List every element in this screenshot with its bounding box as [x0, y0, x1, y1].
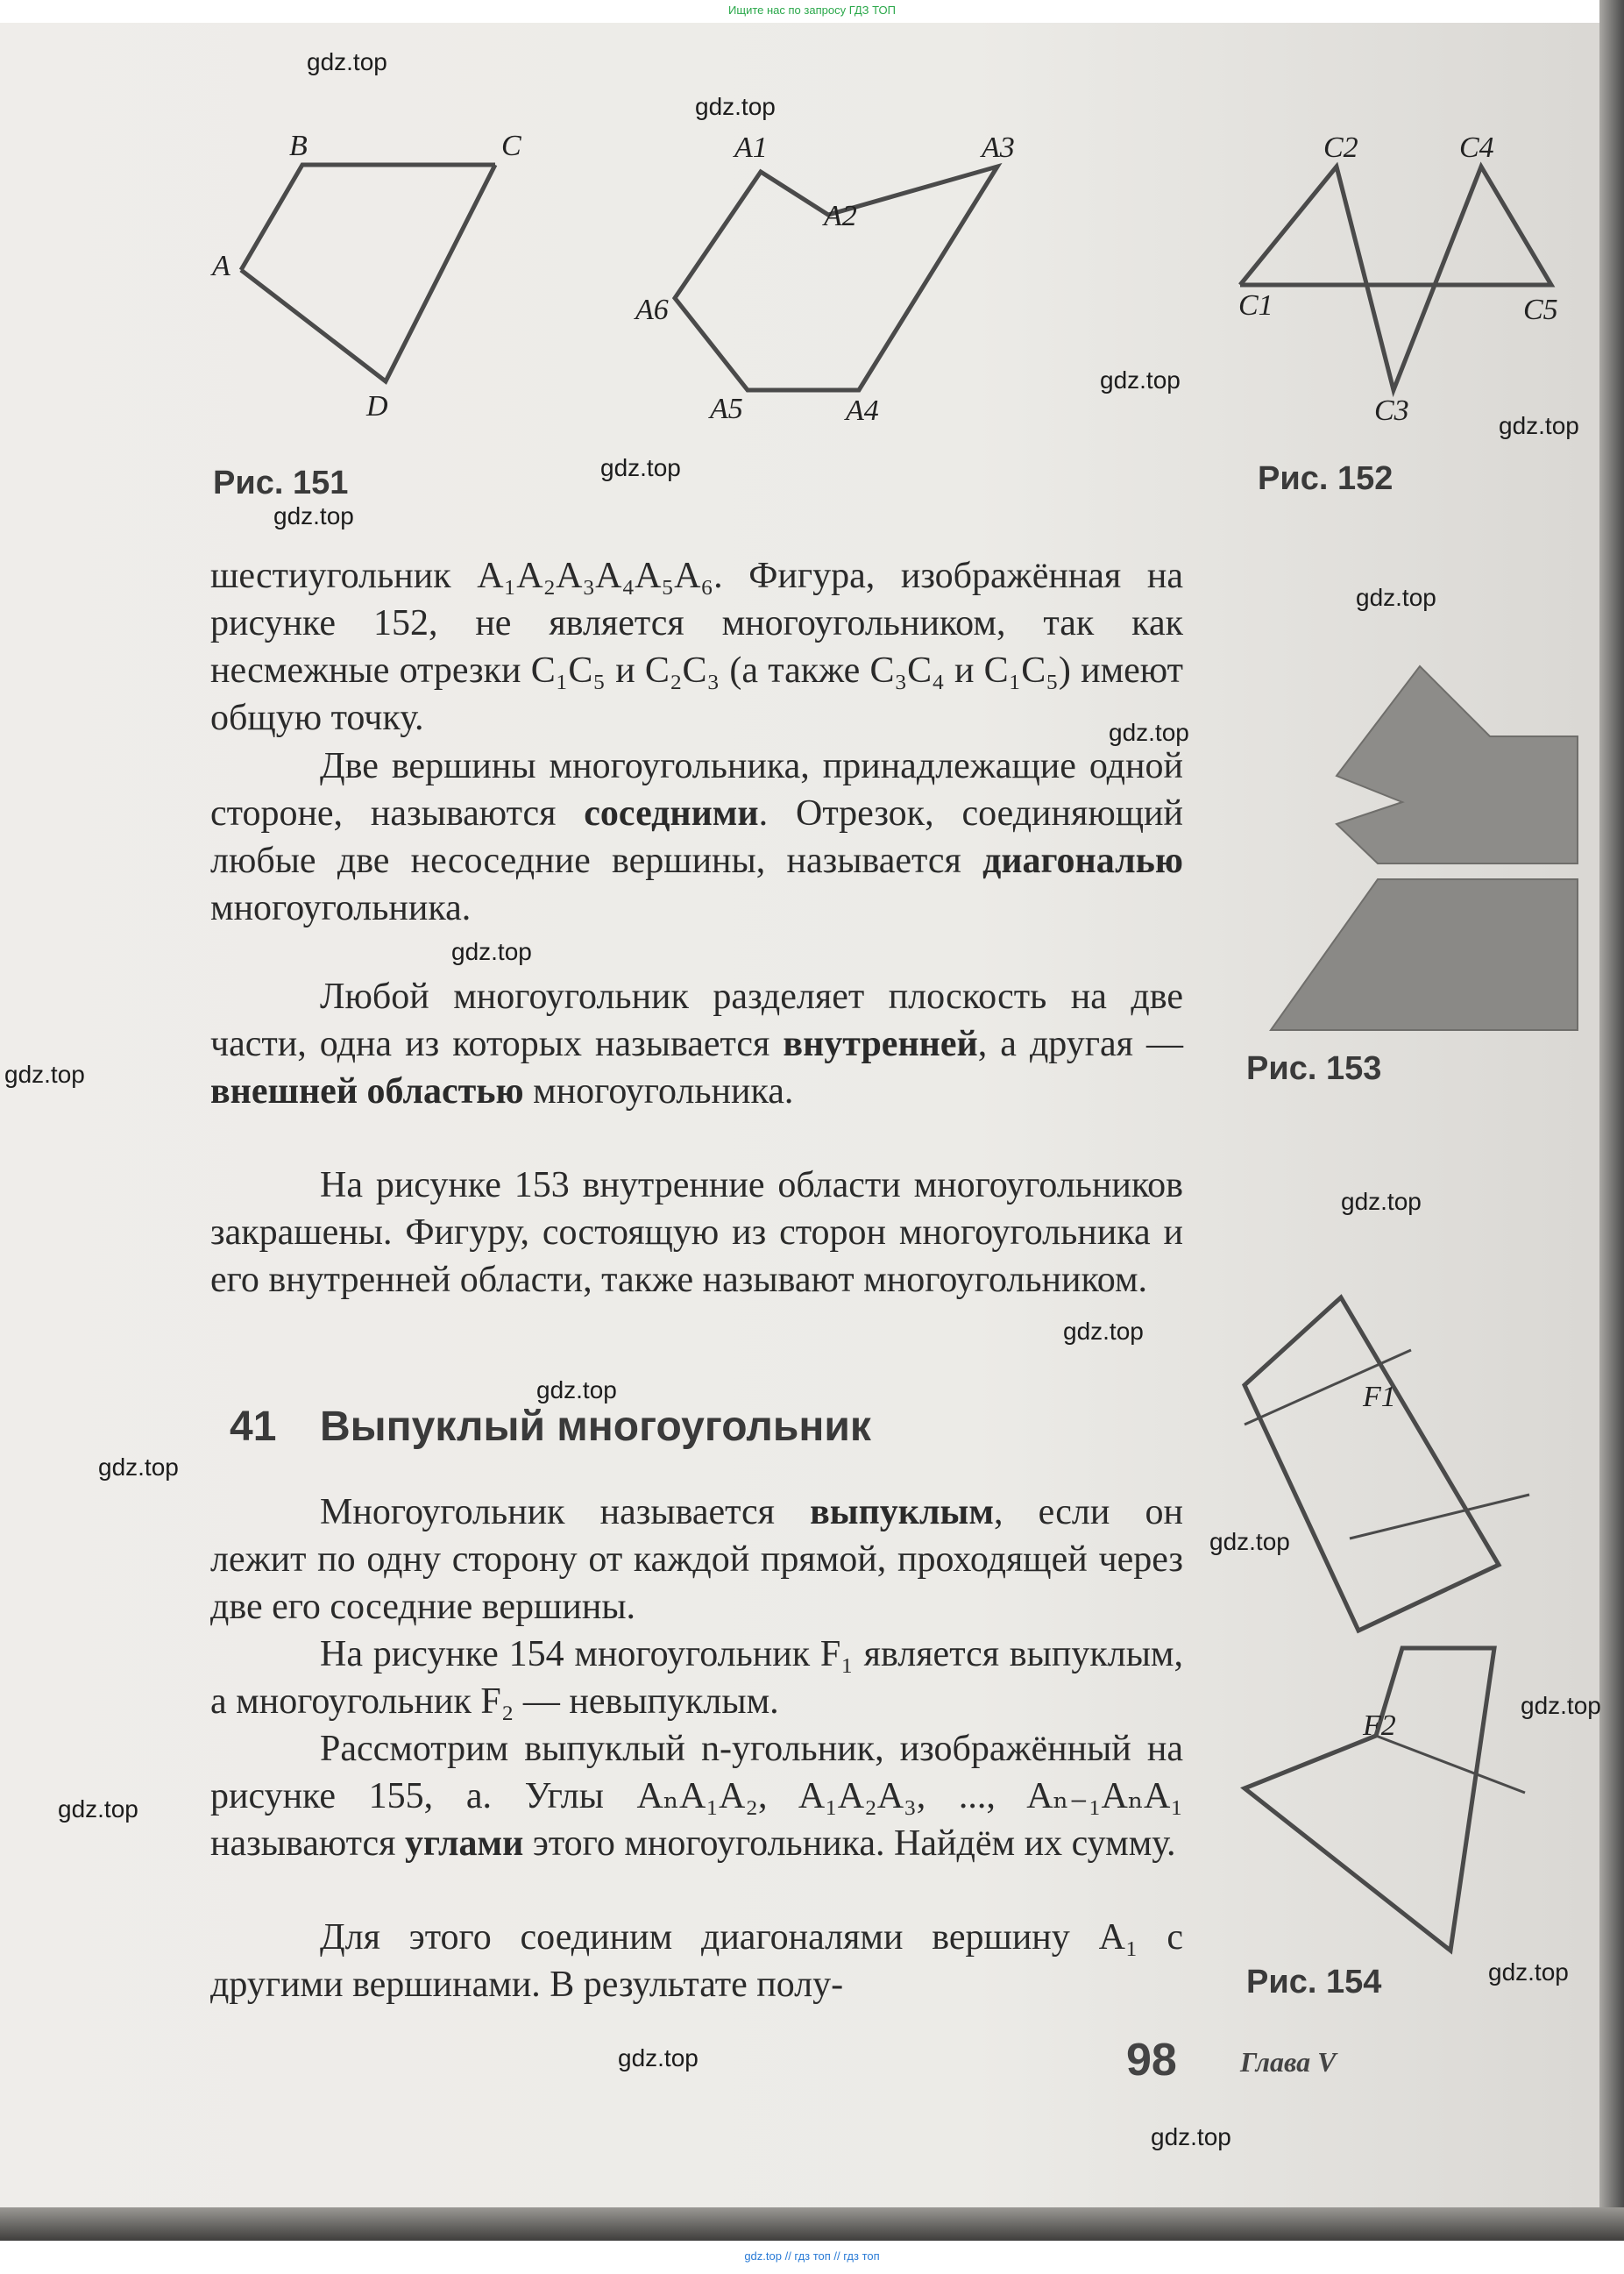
vertex-label: C5 — [1523, 294, 1558, 326]
vertex-label: A3 — [982, 131, 1015, 164]
term-adjacent: соседними — [584, 793, 759, 834]
vertex-label: C — [501, 130, 521, 162]
text: Рассмотрим выпуклый n-угольник, изображённый на рисунке 155, а. Углы AₙA₁A₂, A₁A₂A₃, ..., Aₙ₋₁AₙA₁ называются — [210, 1729, 1183, 1864]
watermark: gdz.top — [536, 1376, 617, 1403]
watermark: gdz.top — [451, 938, 532, 965]
paragraph-1: шестиугольник A₁A₂A₃A₄A₅A₆. Фигура, изображённая на рисунке 152, не является многоугольником, так как несмежные отрезки C₁C₅ и C₂C₃ (а также C₃C₄ и C₁C₅) имеют общую точку. — [210, 556, 1183, 738]
vertex-label: F2 — [1363, 1709, 1396, 1742]
watermark: gdz.top — [307, 48, 387, 75]
paragraph-5 — [210, 1489, 1183, 1631]
header-note[interactable]: Ищите нас по запросу ГДЗ ТОП — [728, 4, 896, 17]
term-inner: внутренней — [783, 1024, 978, 1064]
watermark: gdz.top — [1209, 1528, 1290, 1555]
paragraph-8: Для этого соединим диагоналями вершину A₁ с другими вершинами. В результате полу- — [210, 1917, 1183, 2005]
term-convex: выпуклым — [810, 1492, 994, 1532]
watermark: gdz.top — [1356, 584, 1436, 611]
watermark: gdz.top — [1151, 2123, 1231, 2150]
page-number: 98 — [1126, 2035, 1177, 2086]
vertex-label: A2 — [824, 200, 857, 232]
text: Две вершины многоугольника, принадлежащие одной стороне, называются — [210, 746, 1183, 834]
watermark: gdz.top — [1499, 412, 1579, 439]
text: . Отрезок, соединяющий любые две несоседние вершины, называется — [210, 793, 1183, 881]
vertex-label: F1 — [1363, 1381, 1396, 1413]
vertex-label: B — [289, 130, 308, 162]
vertex-label: C2 — [1323, 131, 1358, 164]
watermark: gdz.top — [695, 93, 776, 120]
paragraph-3 — [210, 973, 1183, 1115]
term-angles: углами — [405, 1823, 524, 1864]
text: многоугольника. — [210, 888, 472, 928]
text: Любой многоугольник разделяет плоскость на две части, одна из которых называется — [210, 977, 1183, 1064]
vertex-label: C4 — [1459, 131, 1494, 164]
paragraph-2 — [210, 743, 1183, 932]
vertex-label: A6 — [635, 294, 669, 326]
section-title: Выпуклый многоугольник — [320, 1403, 871, 1450]
text: этого многоугольника. Найдём их сумму. — [523, 1823, 1176, 1864]
text: , если он лежит по одну сторону от каждой прямой, проходящей через две его соседние вершины. — [210, 1492, 1183, 1627]
term-outer: внешней областью — [210, 1071, 524, 1112]
watermark: gdz.top — [1341, 1188, 1422, 1215]
figure-caption: Рис. 151 — [213, 465, 349, 501]
paragraph-4: На рисунке 153 внутренние области многоугольников закрашены. Фигуру, состоящую из сторон многоугольника и его внутренней области, также называют многоугольником. — [210, 1165, 1183, 1300]
figure-caption: Рис. 152 — [1258, 460, 1394, 497]
paragraph-6: На рисунке 154 многоугольник F₁ является выпуклым, а многоугольник F₂ — невыпуклым. — [210, 1634, 1183, 1722]
watermark: gdz.top — [600, 454, 681, 481]
vertex-label: A — [212, 250, 230, 282]
vertex-label: C3 — [1374, 394, 1409, 427]
text: Многоугольник называется — [320, 1492, 811, 1532]
watermark: gdz.top — [273, 502, 354, 529]
term-diagonal: диагональю — [982, 841, 1183, 881]
figure-caption: Рис. 154 — [1246, 1964, 1382, 2000]
footer-note[interactable]: gdz.top // гдз топ // гдз топ — [744, 2249, 880, 2263]
watermark: gdz.top — [1521, 1692, 1601, 1719]
watermark: gdz.top — [1488, 1958, 1569, 1986]
watermark: gdz.top — [1100, 366, 1181, 394]
paragraph-7 — [210, 1725, 1183, 1867]
figure-caption: Рис. 153 — [1246, 1050, 1382, 1087]
section-number: 41 — [230, 1403, 277, 1450]
watermark: gdz.top — [4, 1061, 85, 1088]
vertex-label: A4 — [846, 394, 879, 427]
watermark: gdz.top — [1063, 1318, 1144, 1345]
vertex-label: A5 — [710, 393, 743, 425]
vertex-label: C1 — [1238, 289, 1273, 322]
text: , а другая — — [977, 1024, 1183, 1064]
watermark: gdz.top — [1109, 719, 1189, 746]
text: многоугольника. — [523, 1071, 794, 1112]
vertex-label: A1 — [734, 131, 768, 164]
watermark: gdz.top — [618, 2044, 699, 2071]
vertex-label: D — [366, 390, 388, 423]
chapter-label: Глава V — [1240, 2046, 1337, 2078]
watermark: gdz.top — [98, 1453, 179, 1481]
watermark: gdz.top — [58, 1795, 138, 1823]
